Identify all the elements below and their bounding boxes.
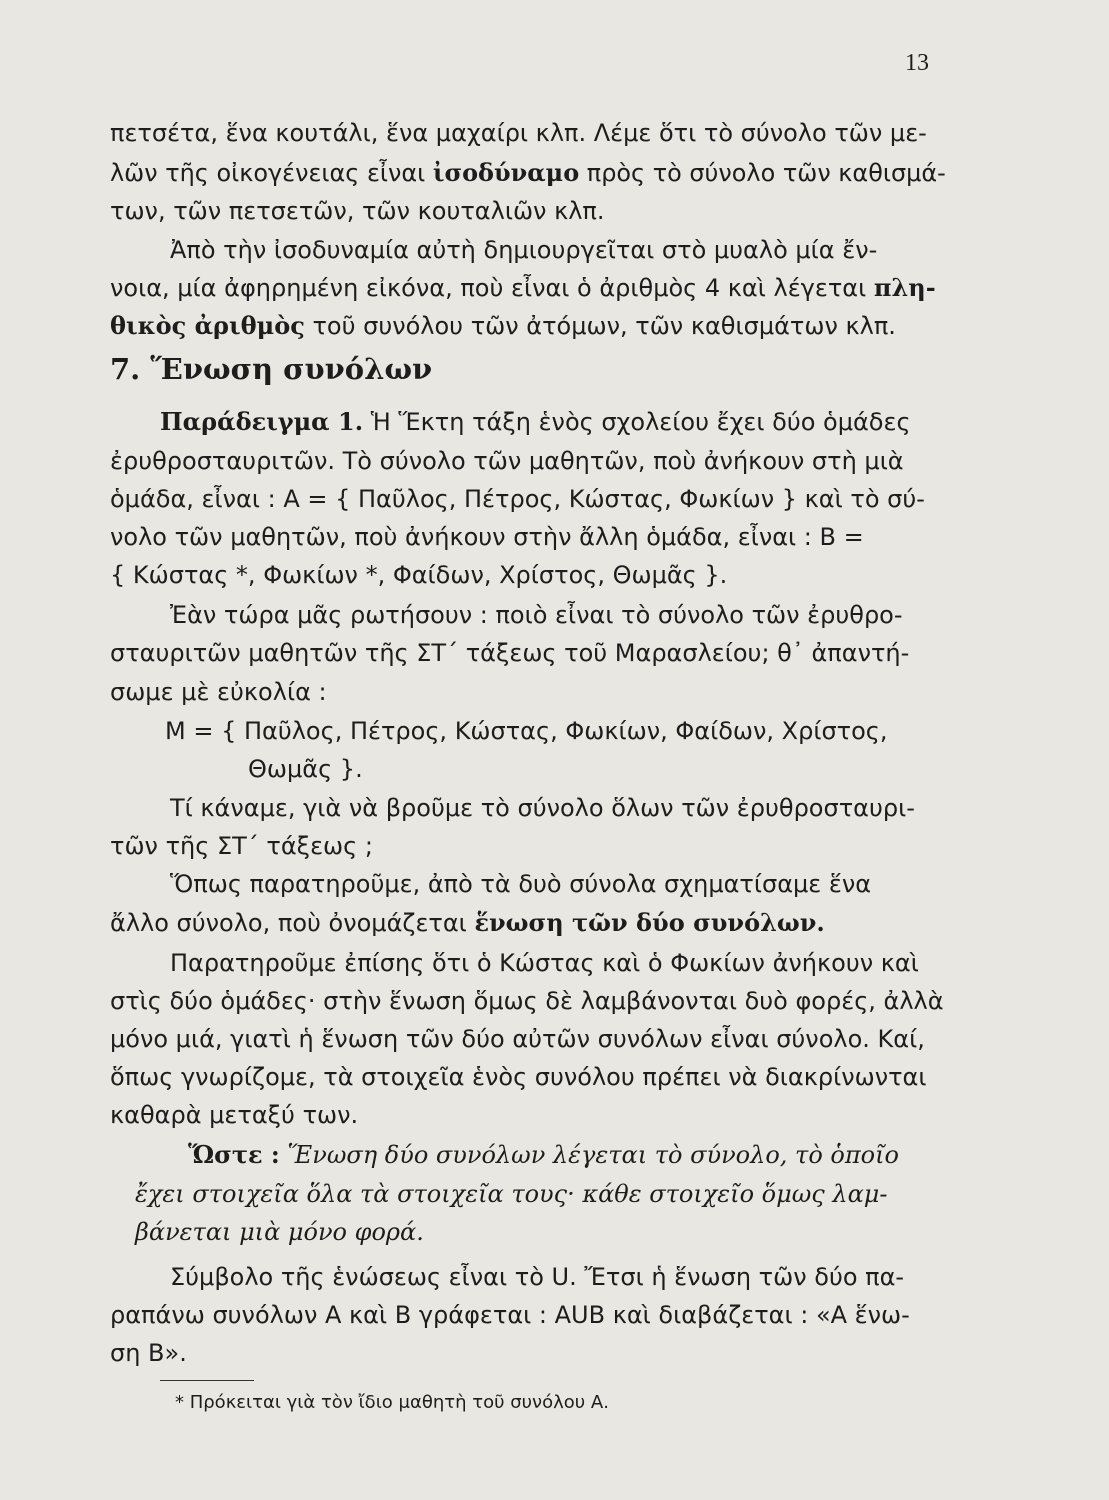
term-plithikos-arithmos: θικὸς ἀριθμὸς (110, 311, 305, 340)
definition-line: ἔχει στοιχεῖα ὅλα τὰ στοιχεῖα τους· κάθε στοιχεῖο ὅμως λαμ- (135, 1180, 888, 1208)
text-line: ὁμάδα, εἶναι : Α = { Παῦλος, Πέτρος, Κώστας, Φωκίων } καὶ τὸ σύ- (110, 485, 925, 513)
set-m-line: Θωμᾶς }. (248, 755, 363, 783)
text-line: Τί κάναμε, γιὰ νὰ βροῦμε τὸ σύνολο ὅλων τῶν ἐρυθροσταυρι- (170, 794, 915, 822)
term-isodynamo: ἰσοδύναμο (432, 158, 580, 187)
term-enosi: ἕνωση τῶν δύο συνόλων. (474, 908, 825, 937)
text-line: νολο τῶν μαθητῶν, ποὺ ἀνήκουν στὴν ἄλλη ὁμάδα, εἶναι : Β = (110, 523, 864, 551)
section-heading: 7. Ἕνωση συνόλων (110, 352, 433, 386)
text-line: ἐρυθροσταυριτῶν. Τὸ σύνολο τῶν μαθητῶν, ποὺ ἀνήκουν στὴ μιὰ (110, 447, 904, 475)
text-line: τῶν τῆς ΣΤ΄ τάξεως ; (110, 832, 373, 860)
text-line: λῶν τῆς οἰκογένειας εἶναι ἰσοδύναμο πρὸς τὸ σύνολο τῶν καθισμά- (110, 158, 946, 187)
footnote: * Πρόκειται γιὰ τὸν ἴδιο μαθητὴ τοῦ συνόλου Α. (175, 1392, 609, 1413)
definition-line: βάνεται μιὰ μόνο φορά. (135, 1218, 424, 1246)
text-line: Παράδειγμα 1. Ἡ Ἕκτη τάξη ἑνὸς σχολείου ἔχει δύο ὁμάδες (160, 407, 911, 436)
text-line: των, τῶν πετσετῶν, τῶν κουταλιῶν κλπ. (110, 197, 605, 225)
text-line: ὅπως γνωρίζομε, τὰ στοιχεῖα ἑνὸς συνόλου πρέπει νὰ διακρίνωνται (110, 1063, 927, 1091)
text-line: Σύμβολο τῆς ἑνώσεως εἶναι τὸ U. Ἔτσι ἡ ἕνωση τῶν δύο πα- (170, 1263, 905, 1291)
text-line: στὶς δύο ὁμάδες· στὴν ἕνωση ὅμως δὲ λαμβάνονται δυὸ φορές, ἀλλὰ (110, 987, 944, 1015)
text-line: καθαρὰ μεταξύ των. (110, 1101, 359, 1129)
text-line: Ἀπὸ τὴν ἰσοδυναμία αὐτὴ δημιουργεῖται στὸ μυαλὸ μία ἔν- (170, 236, 878, 264)
text-line: νοια, μία ἀφηρημένη εἰκόνα, ποὺ εἶναι ὁ ἀριθμὸς 4 καὶ λέγεται πλη- (110, 273, 936, 302)
text-line: Ὅπως παρατηροῦμε, ἀπὸ τὰ δυὸ σύνολα σχηματίσαμε ἕνα (170, 870, 872, 898)
text-line: σταυριτῶν μαθητῶν τῆς ΣΤ΄ τάξεως τοῦ Μαρασλείου; θ᾽ ἀπαντή- (110, 639, 910, 667)
text-line: ραπάνω συνόλων Α καὶ Β γράφεται : AUB καὶ διαβάζεται : «Α ἕνω- (110, 1301, 910, 1329)
text-line: σωμε μὲ εὐκολία : (110, 678, 327, 706)
example-label: Παράδειγμα 1. (160, 407, 364, 436)
text-line: { Κώστας *, Φωκίων *, Φαίδων, Χρίστος, Θωμᾶς }. (110, 561, 728, 589)
definition-label: Ὥστε : (188, 1140, 280, 1169)
text-line: ση Β». (110, 1339, 187, 1367)
page-number: 13 (905, 50, 929, 76)
text-line: θικὸς ἀριθμὸς τοῦ συνόλου τῶν ἀτόμων, τῶν καθισμάτων κλπ. (110, 311, 896, 340)
text-line: Παρατηροῦμε ἐπίσης ὅτι ὁ Κώστας καὶ ὁ Φωκίων ἀνήκουν καὶ (170, 949, 919, 977)
footnote-rule (160, 1380, 254, 1381)
set-m-line: Μ = { Παῦλος, Πέτρος, Κώστας, Φωκίων, Φαίδων, Χρίστος, (165, 717, 888, 745)
text-line: πετσέτα, ἕνα κουτάλι, ἕνα μαχαίρι κλπ. Λέμε ὅτι τὸ σύνολο τῶν με- (110, 119, 927, 147)
text-line: ἄλλο σύνολο, ποὺ ὀνομάζεται ἕνωση τῶν δύο συνόλων. (110, 908, 825, 937)
text-line: μόνο μιά, γιατὶ ἡ ἕνωση τῶν δύο αὐτῶν συνόλων εἶναι σύνολο. Καί, (110, 1025, 925, 1053)
text-line: Ἐὰν τώρα μᾶς ρωτήσουν : ποιὸ εἶναι τὸ σύνολο τῶν ἐρυθρο- (170, 601, 903, 629)
definition-line: Ὥστε : Ἕνωση δύο συνόλων λέγεται τὸ σύνολο, τὸ ὁποῖο (188, 1140, 899, 1169)
